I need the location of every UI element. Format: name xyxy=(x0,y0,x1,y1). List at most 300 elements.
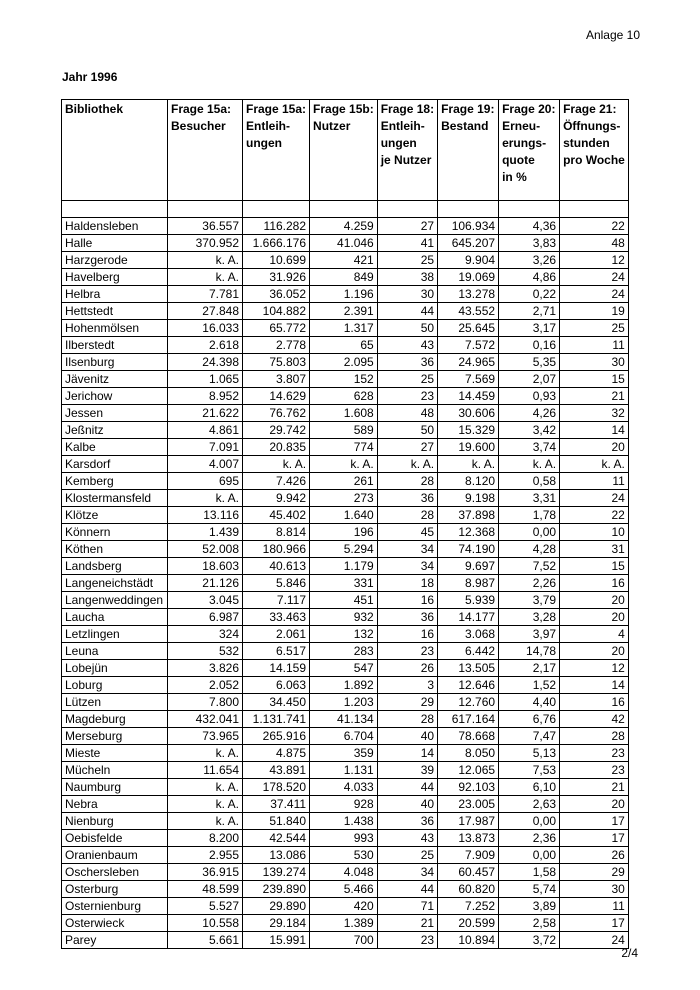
value-cell: 324 xyxy=(168,626,243,643)
value-cell: 5.939 xyxy=(438,592,499,609)
library-name-cell: Könnern xyxy=(62,524,168,541)
value-cell: 26 xyxy=(377,660,437,677)
value-cell: 14 xyxy=(560,677,629,694)
value-cell: 283 xyxy=(310,643,378,660)
value-cell: 31.926 xyxy=(243,269,310,286)
value-cell: 1.065 xyxy=(168,371,243,388)
value-cell: 23.005 xyxy=(438,796,499,813)
value-cell: 48 xyxy=(560,235,629,252)
value-cell: 1.196 xyxy=(310,286,378,303)
library-name-cell: Oschersleben xyxy=(62,864,168,881)
value-cell: 23 xyxy=(560,745,629,762)
value-cell: 40 xyxy=(377,728,437,745)
value-cell: 75.803 xyxy=(243,354,310,371)
table-row xyxy=(62,541,629,558)
table-row xyxy=(62,235,629,252)
value-cell: 11 xyxy=(560,898,629,915)
value-cell: 28 xyxy=(377,711,437,728)
library-name-cell: Köthen xyxy=(62,541,168,558)
value-cell: 3,42 xyxy=(499,422,560,439)
table-row xyxy=(62,337,629,354)
value-cell: 700 xyxy=(310,932,378,949)
value-cell: 7.909 xyxy=(438,847,499,864)
library-name-cell: Nebra xyxy=(62,796,168,813)
table-row xyxy=(62,592,629,609)
value-cell: 3,28 xyxy=(499,609,560,626)
value-cell: 26 xyxy=(560,847,629,864)
value-cell: 928 xyxy=(310,796,378,813)
value-cell: 4.861 xyxy=(168,422,243,439)
library-name-cell: Langeneichstädt xyxy=(62,575,168,592)
value-cell: 27 xyxy=(377,439,437,456)
table-row xyxy=(62,898,629,915)
column-header: Frage 19: Bestand xyxy=(438,100,499,201)
table-row xyxy=(62,558,629,575)
value-cell: 3,26 xyxy=(499,252,560,269)
value-cell: 11.654 xyxy=(168,762,243,779)
column-header: Bibliothek xyxy=(62,100,168,201)
value-cell: 4,86 xyxy=(499,269,560,286)
value-cell: 116.282 xyxy=(243,218,310,235)
value-cell: 37.411 xyxy=(243,796,310,813)
value-cell: 1.131.741 xyxy=(243,711,310,728)
value-cell: 25.645 xyxy=(438,320,499,337)
value-cell: 73.965 xyxy=(168,728,243,745)
value-cell: 12 xyxy=(560,660,629,677)
value-cell: 27 xyxy=(377,218,437,235)
value-cell: 5.527 xyxy=(168,898,243,915)
value-cell: 29.742 xyxy=(243,422,310,439)
value-cell: 1.640 xyxy=(310,507,378,524)
value-cell: 42.544 xyxy=(243,830,310,847)
value-cell: 43.891 xyxy=(243,762,310,779)
value-cell: 5.661 xyxy=(168,932,243,949)
value-cell: k. A. xyxy=(168,252,243,269)
value-cell: 1,52 xyxy=(499,677,560,694)
table-row xyxy=(62,728,629,745)
value-cell: 9.904 xyxy=(438,252,499,269)
value-cell: 41.134 xyxy=(310,711,378,728)
value-cell: 6.987 xyxy=(168,609,243,626)
library-name-cell: Osterwieck xyxy=(62,915,168,932)
value-cell: 30.606 xyxy=(438,405,499,422)
value-cell: 24.965 xyxy=(438,354,499,371)
library-statistics-table xyxy=(61,99,629,949)
value-cell: 27.848 xyxy=(168,303,243,320)
value-cell: 29 xyxy=(377,694,437,711)
table-row xyxy=(62,354,629,371)
value-cell: 3,17 xyxy=(499,320,560,337)
value-cell: 16.033 xyxy=(168,320,243,337)
value-cell: 1,58 xyxy=(499,864,560,881)
value-cell: 3,83 xyxy=(499,235,560,252)
library-name-cell: Helbra xyxy=(62,286,168,303)
value-cell: 7,52 xyxy=(499,558,560,575)
value-cell: 139.274 xyxy=(243,864,310,881)
value-cell: 370.952 xyxy=(168,235,243,252)
library-name-cell: Kemberg xyxy=(62,473,168,490)
table-row xyxy=(62,847,629,864)
value-cell: 33.463 xyxy=(243,609,310,626)
value-cell: 4.259 xyxy=(310,218,378,235)
value-cell: 14.159 xyxy=(243,660,310,677)
value-cell: 36 xyxy=(377,490,437,507)
value-cell: 0,93 xyxy=(499,388,560,405)
value-cell: 60.820 xyxy=(438,881,499,898)
year-title: Jahr 1996 xyxy=(62,70,118,84)
value-cell: 24 xyxy=(560,932,629,949)
value-cell: 1.179 xyxy=(310,558,378,575)
header-row xyxy=(62,100,629,201)
value-cell: 13.873 xyxy=(438,830,499,847)
value-cell: 2.095 xyxy=(310,354,378,371)
library-name-cell: Ilsenburg xyxy=(62,354,168,371)
value-cell: 589 xyxy=(310,422,378,439)
value-cell: 3.068 xyxy=(438,626,499,643)
value-cell: 20.835 xyxy=(243,439,310,456)
value-cell: 4,28 xyxy=(499,541,560,558)
value-cell: 16 xyxy=(560,575,629,592)
library-name-cell: Langenweddingen xyxy=(62,592,168,609)
column-header: Frage 15a: Entleih- ungen xyxy=(243,100,310,201)
value-cell: 8.050 xyxy=(438,745,499,762)
table-row xyxy=(62,779,629,796)
value-cell: 2,58 xyxy=(499,915,560,932)
value-cell: 451 xyxy=(310,592,378,609)
library-name-cell: Klostermansfeld xyxy=(62,490,168,507)
value-cell: 28 xyxy=(377,473,437,490)
library-name-cell: Osterburg xyxy=(62,881,168,898)
library-name-cell: Osternienburg xyxy=(62,898,168,915)
value-cell: 20 xyxy=(560,796,629,813)
value-cell: 10 xyxy=(560,524,629,541)
value-cell: 21.126 xyxy=(168,575,243,592)
value-cell: 34 xyxy=(377,541,437,558)
library-name-cell: Hettstedt xyxy=(62,303,168,320)
table-row xyxy=(62,694,629,711)
library-name-cell: Mieste xyxy=(62,745,168,762)
value-cell: 16 xyxy=(560,694,629,711)
value-cell: 5.294 xyxy=(310,541,378,558)
value-cell: 532 xyxy=(168,643,243,660)
value-cell: 13.505 xyxy=(438,660,499,677)
value-cell: 0,00 xyxy=(499,847,560,864)
value-cell: k. A. xyxy=(310,456,378,473)
value-cell: 2.052 xyxy=(168,677,243,694)
value-cell: 695 xyxy=(168,473,243,490)
value-cell: 0,58 xyxy=(499,473,560,490)
value-cell: 24 xyxy=(560,286,629,303)
value-cell: 0,22 xyxy=(499,286,560,303)
value-cell: 104.882 xyxy=(243,303,310,320)
value-cell: 45 xyxy=(377,524,437,541)
value-cell: 8.814 xyxy=(243,524,310,541)
value-cell: 6,76 xyxy=(499,711,560,728)
library-name-cell: Landsberg xyxy=(62,558,168,575)
value-cell: 10.699 xyxy=(243,252,310,269)
value-cell: 359 xyxy=(310,745,378,762)
value-cell: 48.599 xyxy=(168,881,243,898)
value-cell: 2.778 xyxy=(243,337,310,354)
value-cell: 3.826 xyxy=(168,660,243,677)
table-row xyxy=(62,286,629,303)
value-cell: 3,31 xyxy=(499,490,560,507)
value-cell: 7,47 xyxy=(499,728,560,745)
value-cell: 40 xyxy=(377,796,437,813)
value-cell: 1.317 xyxy=(310,320,378,337)
value-cell: 29.184 xyxy=(243,915,310,932)
library-name-cell: Ilberstedt xyxy=(62,337,168,354)
value-cell: 2,36 xyxy=(499,830,560,847)
value-cell: 19.600 xyxy=(438,439,499,456)
table-row xyxy=(62,745,629,762)
value-cell: 1.892 xyxy=(310,677,378,694)
value-cell: k. A. xyxy=(168,745,243,762)
value-cell: 43 xyxy=(377,337,437,354)
value-cell: 23 xyxy=(377,388,437,405)
value-cell: 1.608 xyxy=(310,405,378,422)
value-cell: 14 xyxy=(377,745,437,762)
value-cell: k. A. xyxy=(438,456,499,473)
library-name-cell: Leuna xyxy=(62,643,168,660)
value-cell: 30 xyxy=(560,881,629,898)
table-row xyxy=(62,643,629,660)
table-row xyxy=(62,252,629,269)
library-name-cell: Kalbe xyxy=(62,439,168,456)
table-row xyxy=(62,507,629,524)
value-cell: 8.200 xyxy=(168,830,243,847)
table-row xyxy=(62,813,629,830)
value-cell: 5,74 xyxy=(499,881,560,898)
library-name-cell: Oebisfelde xyxy=(62,830,168,847)
value-cell: 21 xyxy=(560,779,629,796)
value-cell: 3,74 xyxy=(499,439,560,456)
table-row xyxy=(62,762,629,779)
value-cell: 420 xyxy=(310,898,378,915)
value-cell: 7.800 xyxy=(168,694,243,711)
table-row xyxy=(62,456,629,473)
value-cell: 7,53 xyxy=(499,762,560,779)
value-cell: 21 xyxy=(560,388,629,405)
table-row xyxy=(62,864,629,881)
library-name-cell: Jeßnitz xyxy=(62,422,168,439)
value-cell: 42 xyxy=(560,711,629,728)
value-cell: 1,78 xyxy=(499,507,560,524)
value-cell: 4.048 xyxy=(310,864,378,881)
value-cell: 44 xyxy=(377,303,437,320)
value-cell: 36.052 xyxy=(243,286,310,303)
column-header: Frage 15b: Nutzer xyxy=(310,100,378,201)
value-cell: 3,72 xyxy=(499,932,560,949)
library-name-cell: Haldensleben xyxy=(62,218,168,235)
value-cell: 6.442 xyxy=(438,643,499,660)
value-cell: 28 xyxy=(560,728,629,745)
value-cell: 432.041 xyxy=(168,711,243,728)
value-cell: 15 xyxy=(560,558,629,575)
value-cell: 24.398 xyxy=(168,354,243,371)
library-name-cell: Parey xyxy=(62,932,168,949)
library-name-cell: Harzgerode xyxy=(62,252,168,269)
value-cell: 4,40 xyxy=(499,694,560,711)
value-cell: 7.252 xyxy=(438,898,499,915)
value-cell: k. A. xyxy=(168,779,243,796)
value-cell: 36 xyxy=(377,609,437,626)
value-cell: 65.772 xyxy=(243,320,310,337)
value-cell: 18 xyxy=(377,575,437,592)
table-row xyxy=(62,303,629,320)
value-cell: 196 xyxy=(310,524,378,541)
value-cell: 23 xyxy=(377,643,437,660)
library-name-cell: Magdeburg xyxy=(62,711,168,728)
value-cell: 7.091 xyxy=(168,439,243,456)
library-name-cell: Lützen xyxy=(62,694,168,711)
table-row xyxy=(62,711,629,728)
column-header: Frage 18: Entleih- ungen je Nutzer xyxy=(377,100,437,201)
value-cell: 17 xyxy=(560,915,629,932)
value-cell: k. A. xyxy=(168,269,243,286)
value-cell: 849 xyxy=(310,269,378,286)
value-cell: 17 xyxy=(560,830,629,847)
value-cell: 16 xyxy=(377,626,437,643)
table-row xyxy=(62,796,629,813)
table-row xyxy=(62,915,629,932)
value-cell: 1.389 xyxy=(310,915,378,932)
value-cell: k. A. xyxy=(168,796,243,813)
table-row xyxy=(62,677,629,694)
value-cell: 74.190 xyxy=(438,541,499,558)
value-cell: 20 xyxy=(560,609,629,626)
value-cell: 106.934 xyxy=(438,218,499,235)
value-cell: 21 xyxy=(377,915,437,932)
value-cell: 5,13 xyxy=(499,745,560,762)
value-cell: 3,97 xyxy=(499,626,560,643)
value-cell: 52.008 xyxy=(168,541,243,558)
value-cell: 10.894 xyxy=(438,932,499,949)
value-cell: 273 xyxy=(310,490,378,507)
table-row xyxy=(62,830,629,847)
value-cell: 3 xyxy=(377,677,437,694)
value-cell: 10.558 xyxy=(168,915,243,932)
table-row xyxy=(62,575,629,592)
value-cell: 44 xyxy=(377,779,437,796)
value-cell: 36 xyxy=(377,354,437,371)
library-name-cell: Letzlingen xyxy=(62,626,168,643)
table-row xyxy=(62,218,629,235)
value-cell: 2.061 xyxy=(243,626,310,643)
value-cell: 12.368 xyxy=(438,524,499,541)
value-cell: 15.991 xyxy=(243,932,310,949)
value-cell: 3.045 xyxy=(168,592,243,609)
value-cell: 19.069 xyxy=(438,269,499,286)
value-cell: 5,35 xyxy=(499,354,560,371)
value-cell: 0,00 xyxy=(499,524,560,541)
value-cell: 20 xyxy=(560,643,629,660)
library-name-cell: Lobejün xyxy=(62,660,168,677)
value-cell: 34 xyxy=(377,558,437,575)
table-row xyxy=(62,405,629,422)
library-name-cell: Karsdorf xyxy=(62,456,168,473)
library-name-cell: Jävenitz xyxy=(62,371,168,388)
value-cell: 13.086 xyxy=(243,847,310,864)
value-cell: 25 xyxy=(377,252,437,269)
value-cell: 34 xyxy=(377,864,437,881)
value-cell: 4,36 xyxy=(499,218,560,235)
value-cell: 0,16 xyxy=(499,337,560,354)
value-cell: 38 xyxy=(377,269,437,286)
value-cell: 5.846 xyxy=(243,575,310,592)
table-row xyxy=(62,388,629,405)
value-cell: 15.329 xyxy=(438,422,499,439)
library-name-cell: Merseburg xyxy=(62,728,168,745)
table-row xyxy=(62,422,629,439)
library-name-cell: Klötze xyxy=(62,507,168,524)
value-cell: 239.890 xyxy=(243,881,310,898)
value-cell: 8.987 xyxy=(438,575,499,592)
value-cell: 2,63 xyxy=(499,796,560,813)
value-cell: 14 xyxy=(560,422,629,439)
value-cell: 17 xyxy=(560,813,629,830)
table-row xyxy=(62,269,629,286)
value-cell: 4.875 xyxy=(243,745,310,762)
library-name-cell: Nienburg xyxy=(62,813,168,830)
value-cell: 9.697 xyxy=(438,558,499,575)
value-cell: 20.599 xyxy=(438,915,499,932)
value-cell: 36 xyxy=(377,813,437,830)
value-cell: 45.402 xyxy=(243,507,310,524)
value-cell: 14.177 xyxy=(438,609,499,626)
value-cell: 1.666.176 xyxy=(243,235,310,252)
library-name-cell: Mücheln xyxy=(62,762,168,779)
value-cell: k. A. xyxy=(168,490,243,507)
value-cell: 4.007 xyxy=(168,456,243,473)
table-row xyxy=(62,371,629,388)
value-cell: 12.760 xyxy=(438,694,499,711)
table-row xyxy=(62,660,629,677)
value-cell: 7.117 xyxy=(243,592,310,609)
library-name-cell: Loburg xyxy=(62,677,168,694)
value-cell: 25 xyxy=(377,847,437,864)
value-cell: 29.890 xyxy=(243,898,310,915)
value-cell: 20 xyxy=(560,439,629,456)
value-cell: 23 xyxy=(560,762,629,779)
table-row xyxy=(62,932,629,949)
value-cell: 50 xyxy=(377,320,437,337)
value-cell: 7.572 xyxy=(438,337,499,354)
value-cell: 1.203 xyxy=(310,694,378,711)
value-cell: 39 xyxy=(377,762,437,779)
value-cell: 48 xyxy=(377,405,437,422)
value-cell: 178.520 xyxy=(243,779,310,796)
value-cell: 21.622 xyxy=(168,405,243,422)
value-cell: 25 xyxy=(560,320,629,337)
value-cell: 265.916 xyxy=(243,728,310,745)
value-cell: 9.942 xyxy=(243,490,310,507)
value-cell: 22 xyxy=(560,218,629,235)
value-cell: 16 xyxy=(377,592,437,609)
value-cell: 12.646 xyxy=(438,677,499,694)
value-cell: 36.557 xyxy=(168,218,243,235)
value-cell: 932 xyxy=(310,609,378,626)
value-cell: 774 xyxy=(310,439,378,456)
value-cell: 60.457 xyxy=(438,864,499,881)
value-cell: 78.668 xyxy=(438,728,499,745)
value-cell: 30 xyxy=(377,286,437,303)
library-name-cell: Laucha xyxy=(62,609,168,626)
value-cell: 25 xyxy=(377,371,437,388)
value-cell: 4,26 xyxy=(499,405,560,422)
value-cell: 1.131 xyxy=(310,762,378,779)
table-row xyxy=(62,320,629,337)
